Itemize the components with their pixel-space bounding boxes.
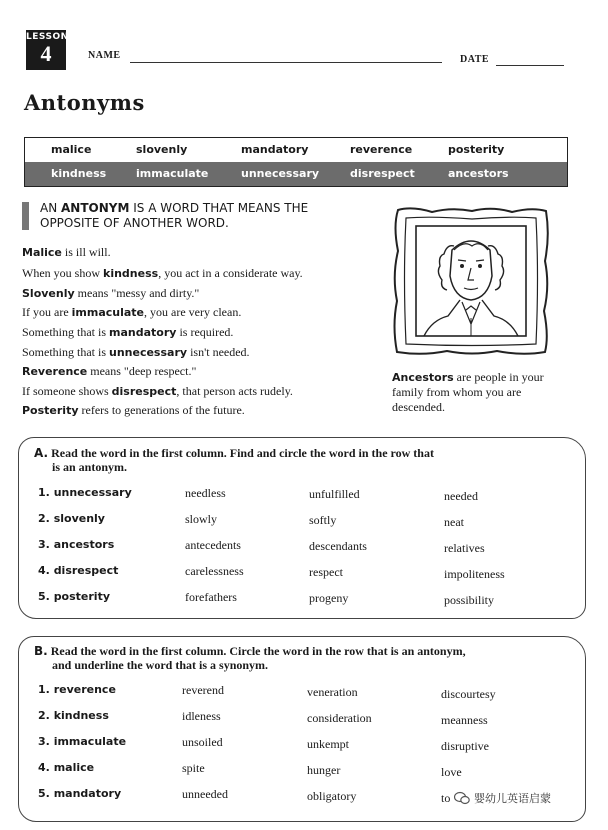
lesson-number: 4 xyxy=(40,41,52,66)
row-number: 4. xyxy=(38,761,50,774)
table-row xyxy=(38,564,118,577)
choice-word[interactable]: unkempt xyxy=(307,737,349,751)
sentence-word: unnecessary xyxy=(109,346,188,359)
row-number: 1. xyxy=(38,683,50,696)
choice-word[interactable]: discourtesy xyxy=(441,687,496,701)
word-box-word: kindness xyxy=(51,167,107,180)
sentence-word: kindness xyxy=(103,267,159,280)
name-field-line[interactable] xyxy=(130,62,442,63)
word-box-word: mandatory xyxy=(241,143,309,156)
definition-line-1 xyxy=(40,201,370,216)
choice-word[interactable]: descendants xyxy=(309,539,367,553)
table-row xyxy=(38,735,126,748)
lesson-label: LESSON xyxy=(26,32,69,42)
ancestor-portrait-illustration xyxy=(392,206,550,356)
section-b-instruction-line: Read the word in the first column. Circle the word in the row that is an antonym, xyxy=(50,644,466,658)
section-a-instructions xyxy=(34,446,574,474)
table-row xyxy=(38,761,94,774)
sentence-word: immaculate xyxy=(71,306,145,319)
sentence xyxy=(22,286,199,301)
choice-word[interactable]: antecedents xyxy=(185,538,241,552)
sentence-text: means "messy and dirty." xyxy=(74,286,200,300)
word-box-top-row xyxy=(25,138,567,162)
word-box-bottom-row xyxy=(25,162,567,186)
choice-word[interactable]: hunger xyxy=(307,763,341,777)
sentence xyxy=(22,305,241,320)
word-box-word: immaculate xyxy=(136,167,209,180)
chat-bubble-icon xyxy=(454,791,470,805)
row-number: 5. xyxy=(38,787,50,800)
word-box-word: slovenly xyxy=(136,143,188,156)
watermark xyxy=(450,788,555,808)
sentence-word: Posterity xyxy=(22,404,79,417)
choice-word[interactable]: respect xyxy=(309,565,343,579)
sentence xyxy=(22,345,250,360)
row-word: mandatory xyxy=(53,787,122,800)
row-word: unnecessary xyxy=(53,486,132,499)
definition-heading xyxy=(40,201,370,231)
row-number: 3. xyxy=(38,538,50,551)
caption-word: Ancestors xyxy=(392,371,454,384)
sentence-text: Something that is xyxy=(22,345,109,359)
section-a-letter: A. xyxy=(34,446,49,460)
choice-word[interactable]: meanness xyxy=(441,713,488,727)
choice-word[interactable]: unneeded xyxy=(182,787,228,801)
sentence-text: , that person acts rudely. xyxy=(176,384,293,398)
section-b-instructions xyxy=(34,644,579,672)
table-row xyxy=(38,512,105,525)
row-word: disrespect xyxy=(53,564,119,577)
row-number: 2. xyxy=(38,709,50,722)
choice-word[interactable]: consideration xyxy=(307,711,372,725)
section-a-instruction-line: is an antonym. xyxy=(52,460,128,474)
choice-word[interactable]: love xyxy=(441,765,462,779)
choice-word[interactable]: veneration xyxy=(307,685,358,699)
row-word: immaculate xyxy=(53,735,127,748)
choice-word[interactable]: spite xyxy=(182,761,205,775)
sentence-text: means "deep respect." xyxy=(87,364,197,378)
choice-word[interactable]: softly xyxy=(309,513,337,527)
row-word: kindness xyxy=(53,709,109,722)
sentence-word: mandatory xyxy=(109,326,177,339)
row-word: reverence xyxy=(53,683,116,696)
table-row xyxy=(38,590,110,603)
sentence-word: disrespect xyxy=(111,385,177,398)
lesson-badge xyxy=(26,30,69,70)
definition-term: ANTONYM xyxy=(61,201,130,215)
sentence xyxy=(22,325,233,340)
sentence-text: When you show xyxy=(22,266,103,280)
watermark-text: 婴幼儿英语启蒙 xyxy=(474,792,551,805)
word-box-word: malice xyxy=(51,143,92,156)
choice-word[interactable]: obligatory xyxy=(307,789,357,803)
row-number: 5. xyxy=(38,590,50,603)
choice-word[interactable]: idleness xyxy=(182,709,221,723)
sentence xyxy=(22,384,293,399)
choice-word[interactable]: slowly xyxy=(185,512,218,526)
row-word: malice xyxy=(53,761,95,774)
sentence-word: Slovenly xyxy=(22,287,75,300)
table-row xyxy=(38,486,132,499)
sentence xyxy=(22,245,111,260)
word-box-word: ancestors xyxy=(448,167,509,180)
definition-accent-bar xyxy=(22,202,29,230)
definition-line-2: OPPOSITE OF ANOTHER WORD. xyxy=(40,216,229,230)
row-word: posterity xyxy=(53,590,111,603)
sentence-text: If someone shows xyxy=(22,384,112,398)
sentence xyxy=(22,364,196,379)
name-label: NAME xyxy=(88,50,121,61)
sentence-text: isn't needed. xyxy=(187,345,250,359)
choice-word[interactable]: possibility xyxy=(444,593,495,607)
word-box-word: disrespect xyxy=(350,167,415,180)
row-word: slovenly xyxy=(53,512,105,525)
table-row xyxy=(38,787,121,800)
sentence-word: Malice xyxy=(22,246,62,259)
row-number: 4. xyxy=(38,564,50,577)
page-title: Antonyms xyxy=(24,90,145,115)
choice-word[interactable]: carelessness xyxy=(185,564,244,578)
choice-word[interactable]: unfulfilled xyxy=(309,487,360,501)
word-box-word: unnecessary xyxy=(241,167,320,180)
sentence xyxy=(22,403,245,418)
sentence-text: is ill will. xyxy=(61,245,111,259)
choice-word[interactable]: relatives xyxy=(444,541,485,555)
row-word: ancestors xyxy=(53,538,115,551)
sentence-word: Reverence xyxy=(22,365,88,378)
caption-text: are people in your family from whom you are descended. xyxy=(392,370,544,414)
table-row xyxy=(38,683,116,696)
definition-text: IS A WORD THAT MEANS THE xyxy=(133,201,309,215)
choice-word[interactable]: progeny xyxy=(309,591,349,605)
choice-word[interactable]: reverend xyxy=(182,683,224,697)
section-b-letter: B. xyxy=(34,644,48,658)
date-label: DATE xyxy=(460,54,490,65)
row-number: 3. xyxy=(38,735,50,748)
choice-word[interactable]: forefathers xyxy=(185,590,237,604)
row-number: 1. xyxy=(38,486,50,499)
ancestors-caption xyxy=(392,370,562,415)
sentence-text: is required. xyxy=(176,325,234,339)
sentence-text: Something that is xyxy=(22,325,109,339)
definition-text: AN xyxy=(40,201,58,215)
sentence xyxy=(22,266,303,281)
sentence-text: , you act in a considerate way. xyxy=(158,266,303,280)
row-number: 2. xyxy=(38,512,50,525)
table-row xyxy=(38,709,109,722)
choice-word[interactable]: unsoiled xyxy=(182,735,223,749)
choice-word[interactable]: neat xyxy=(444,515,464,529)
section-a-instruction-line: Read the word in the first column. Find and circle the word in the row that xyxy=(51,446,434,460)
section-b-instruction-line: and underline the word that is a synonym. xyxy=(52,658,269,672)
sentence-text: , you are very clean. xyxy=(144,305,242,319)
choice-word[interactable]: disruptive xyxy=(441,739,489,753)
choice-word[interactable]: to xyxy=(441,791,451,805)
choice-word[interactable]: impoliteness xyxy=(444,567,505,581)
choice-word[interactable]: needed xyxy=(444,489,478,503)
vocabulary-word-box xyxy=(24,137,568,187)
date-field-line[interactable] xyxy=(496,65,564,66)
sentence-text: If you are xyxy=(22,305,72,319)
choice-word[interactable]: needless xyxy=(185,486,226,500)
word-box-word: posterity xyxy=(448,143,505,156)
word-box-word: reverence xyxy=(350,143,413,156)
sentence-text: refers to generations of the future. xyxy=(78,403,245,417)
table-row xyxy=(38,538,114,551)
